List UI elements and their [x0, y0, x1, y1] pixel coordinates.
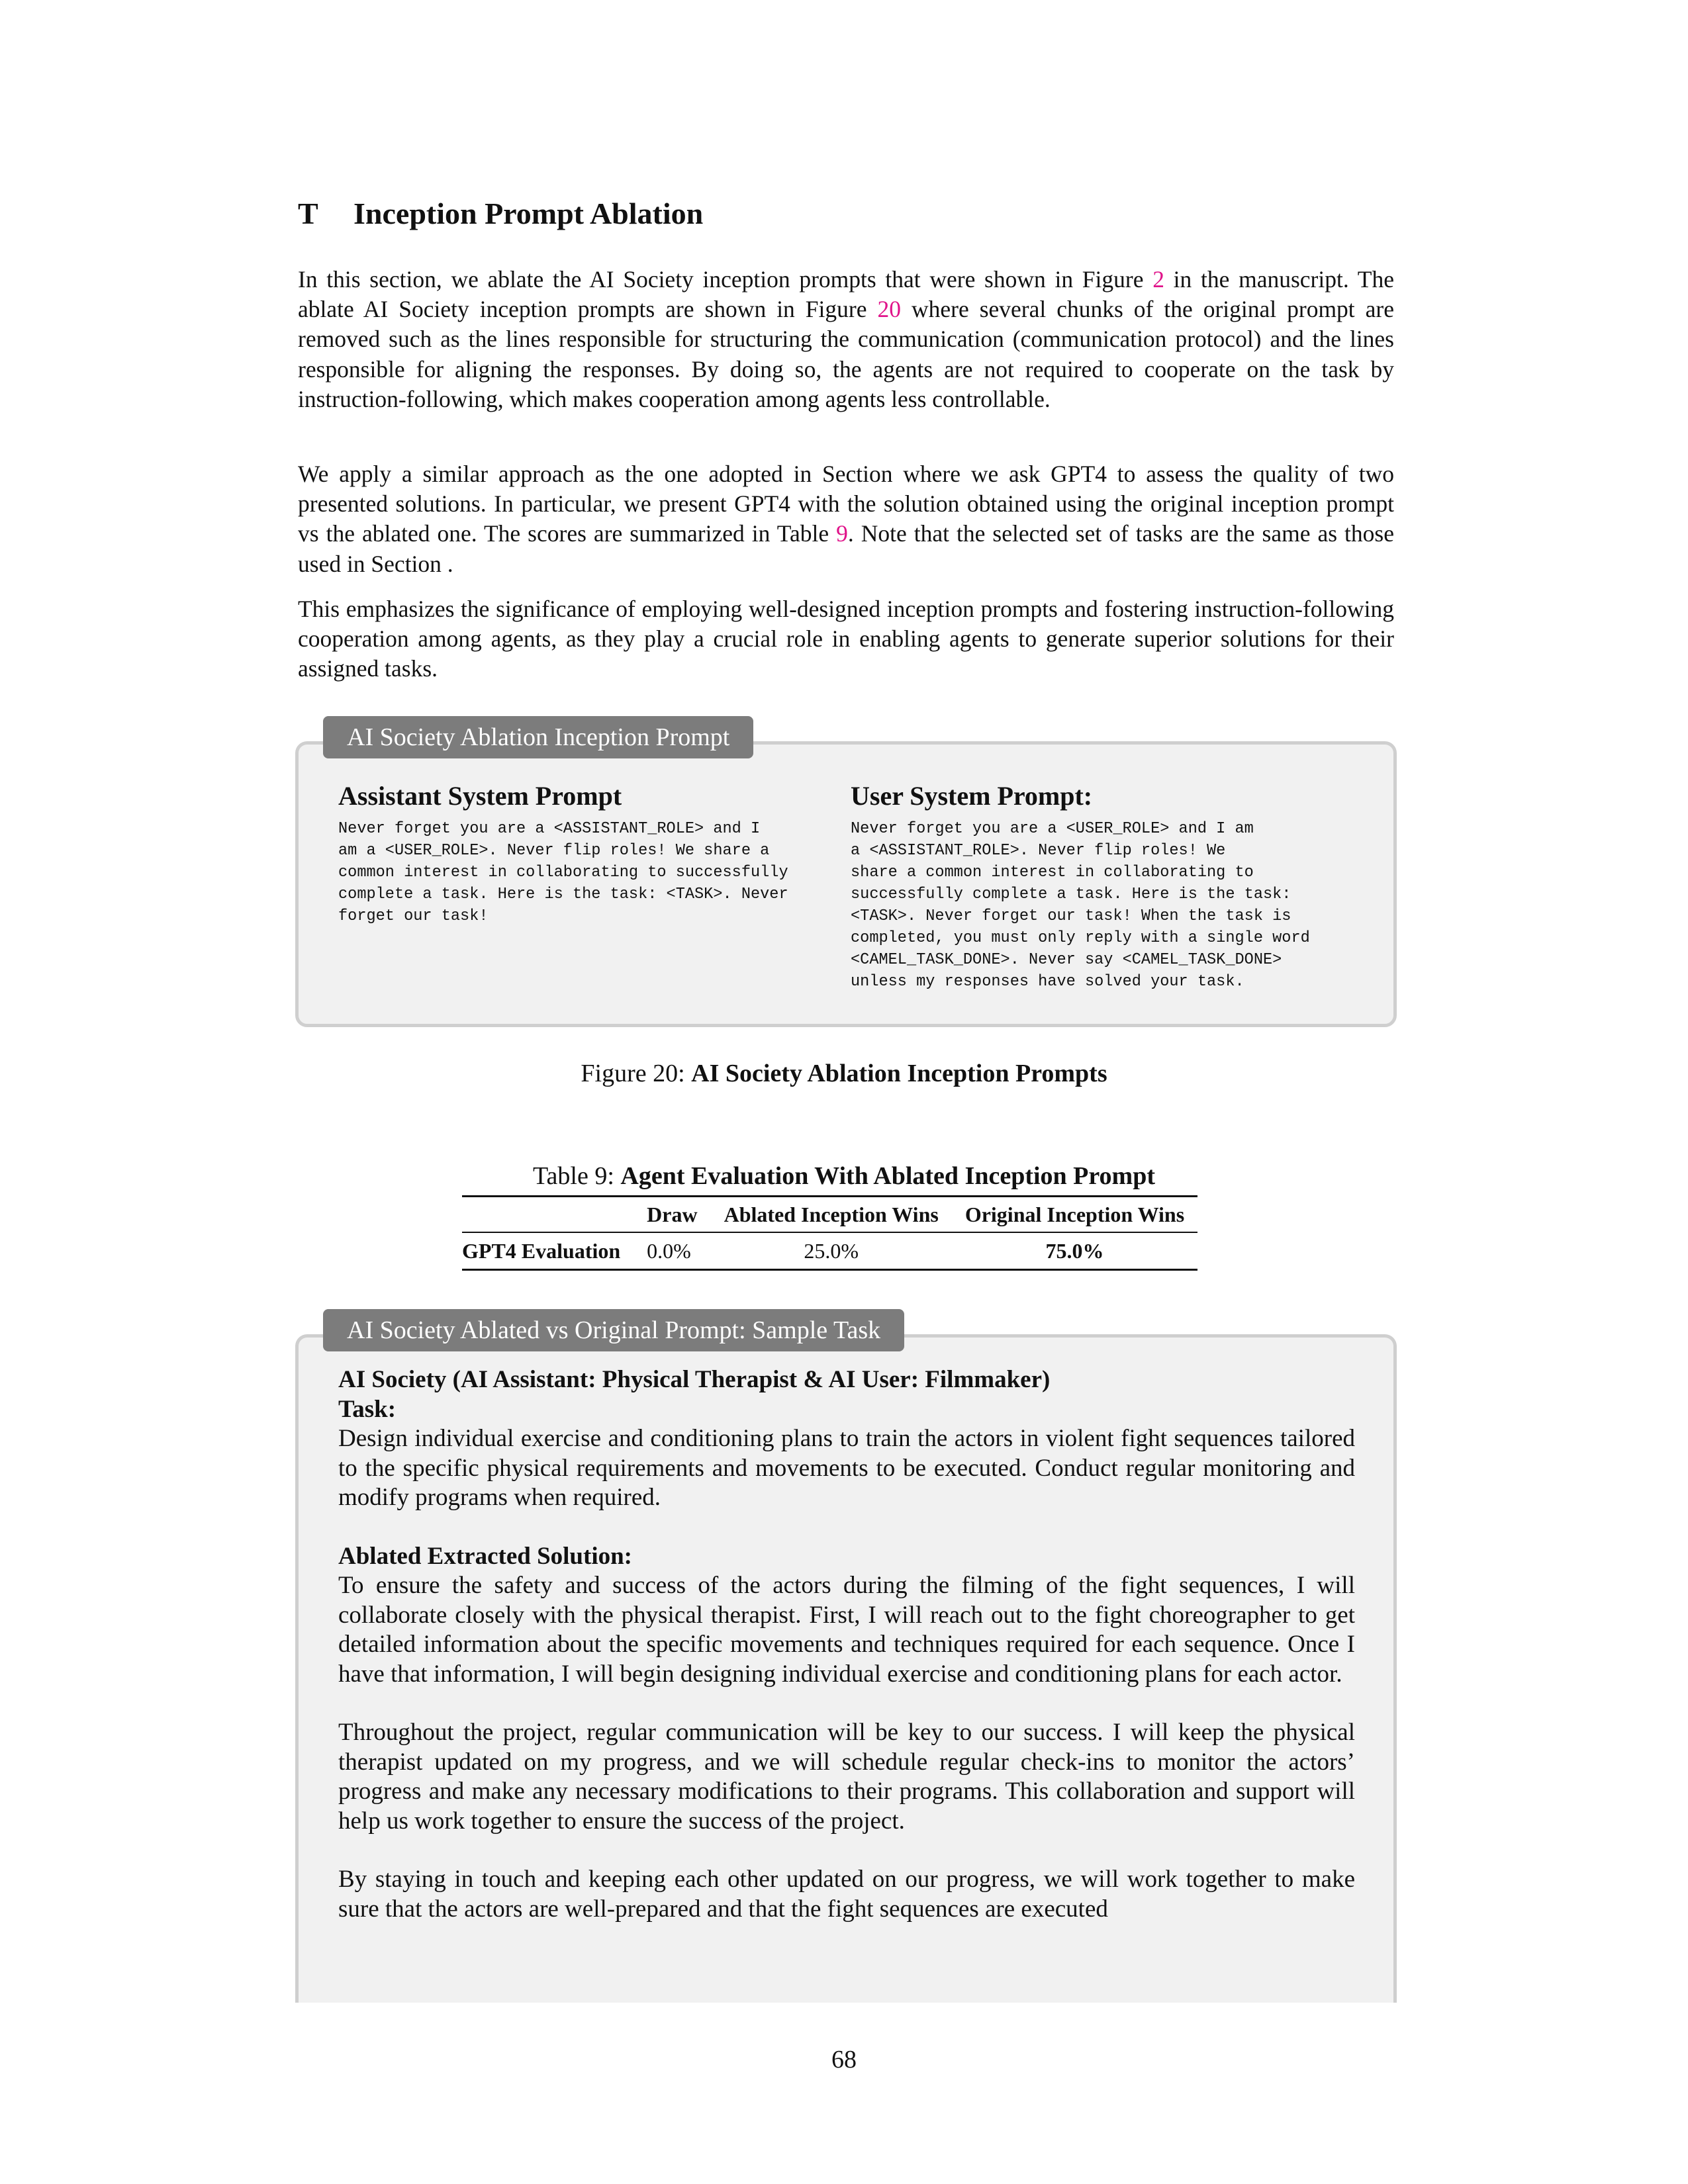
table-row-label: GPT4 Evaluation — [462, 1238, 621, 1263]
figure-caption-title: AI Society Ablation Inception Prompts — [691, 1060, 1107, 1087]
solution-label: Ablated Extracted Solution: — [338, 1542, 632, 1570]
sample-task-title: AI Society (AI Assistant: Physical Therapist & AI User: Filmmaker) — [338, 1366, 1051, 1393]
table-cell-draw: 0.0% — [647, 1238, 691, 1263]
table-header-draw: Draw — [633, 1197, 710, 1233]
table-header-row — [462, 1197, 1197, 1233]
user-prompt-text: Never forget you are a <USER_ROLE> and I am a <ASSISTANT_ROLE>. Never flip roles! We share a common interest in collaborating to successfully complete a task. Here is the task: <TASK>. Never forget our task! When the task is completed, you must only reply with a single word <CAMEL_TASK_DONE>. Never say <CAMEL_TASK_DONE> unless my responses have solved your task. — [851, 820, 1310, 991]
ablation-prompt-box — [295, 741, 1397, 1027]
task-label: Task: — [338, 1395, 397, 1423]
assistant-prompt-text: Never forget you are a <ASSISTANT_ROLE> and I am a <USER_ROLE>. Never flip roles! We share a common interest in collaborating to successfully complete a task. Here is the task: <TASK>. Never forget our task! — [338, 820, 788, 925]
solution-paragraph-1: To ensure the safety and success of the actors during the filming of the fight sequences, I will collaborate closely with the physical therapist. First, I will reach out to the fight choreographer to get detailed information about the specific movements and techniques required for each sequence. Once I have that information, I will begin designing individual exercise and conditioning plans for each actor. — [338, 1572, 1355, 1688]
evaluation-table — [462, 1195, 1197, 1271]
table-caption — [0, 1161, 1688, 1191]
para2-text-b: . Note that the selected set of tasks are the same as those used in Section . — [298, 520, 1394, 577]
sample-task-content — [338, 1365, 1355, 1924]
table-header-ablated: Ablated Inception Wins — [711, 1197, 952, 1233]
figure-caption-label: Figure 20: — [581, 1060, 692, 1087]
section-number: T — [298, 197, 318, 230]
assistant-prompt-column — [338, 780, 841, 927]
task-text: Design individual exercise and conditioning plans to train the actors in violent fight sequences tailored to the specific physical requirements and movements to be executed. Conduct regular monitoring and modify programs when required. — [338, 1425, 1355, 1511]
solution-paragraph-2: Throughout the project, regular communication will be key to our success. I will keep the physical therapist updated on my progress, and we will schedule regular check-ins to monitor the actors’ progress and make any necessary modifications to their programs. This collaboration and support will help us work together to ensure the success of the project. — [338, 1719, 1355, 1835]
user-prompt-column — [851, 780, 1374, 993]
table-cell-original: 75.0% — [1045, 1238, 1104, 1263]
solution-paragraph-3: By staying in touch and keeping each other updated on our progress, we will work together to make sure that the actors are well-prepared and that the fight sequences are executed — [338, 1866, 1355, 1923]
paragraph-method — [298, 459, 1394, 579]
para1-text-b: in the manuscript. The ablate AI Society inception prompts are shown in Figure — [298, 266, 1394, 323]
figure-20-link[interactable]: 20 — [877, 296, 901, 323]
para1-text-a: In this section, we ablate the AI Society inception prompts that were shown in Figure — [298, 266, 1153, 293]
para1-text-c: where several chunks of the original prompt are removed such as the lines responsible for structuring the communication (communication protocol) and the lines responsible for aligning the responses. By doing so, the agents are not required to cooperate on the task by instruction-following, which makes cooperation among agents less controllable. — [298, 296, 1394, 412]
sample-task-box — [295, 1334, 1397, 2003]
table-cell-ablated: 25.0% — [804, 1238, 859, 1263]
para2-text-a: We apply a similar approach as the one adopted in Section where we ask GPT4 to assess the quality of two presented solutions. In particular, we present GPT4 with the solution obtained using the original inception prompt vs the ablated one. The scores are summarized in Table — [298, 461, 1394, 547]
table-caption-label: Table 9: — [532, 1162, 621, 1190]
sample-task-box-tab: AI Society Ablated vs Original Prompt: Sample Task — [323, 1309, 904, 1351]
ablation-prompt-box-tab: AI Society Ablation Inception Prompt — [323, 716, 753, 758]
figure-2-link[interactable]: 2 — [1152, 266, 1164, 293]
table-caption-title: Agent Evaluation With Ablated Inception Prompt — [620, 1162, 1156, 1190]
page-number: 68 — [831, 2046, 857, 2073]
table-header-empty — [462, 1197, 633, 1233]
section-heading — [298, 196, 703, 231]
table-header-original: Original Inception Wins — [952, 1197, 1197, 1233]
paragraph-intro — [298, 265, 1394, 414]
assistant-prompt-heading: Assistant System Prompt — [338, 781, 622, 811]
figure-caption — [0, 1059, 1688, 1088]
user-prompt-heading: User System Prompt: — [851, 781, 1093, 811]
paragraph-conclusion: This emphasizes the significance of employing well-designed inception prompts and fostering instruction-following cooperation among agents, as they play a crucial role in enabling agents to generate superior solutions for their assigned tasks. — [298, 596, 1394, 682]
table-row — [462, 1232, 1197, 1270]
section-title: Inception Prompt Ablation — [353, 197, 704, 230]
table-9-link[interactable]: 9 — [836, 520, 848, 547]
